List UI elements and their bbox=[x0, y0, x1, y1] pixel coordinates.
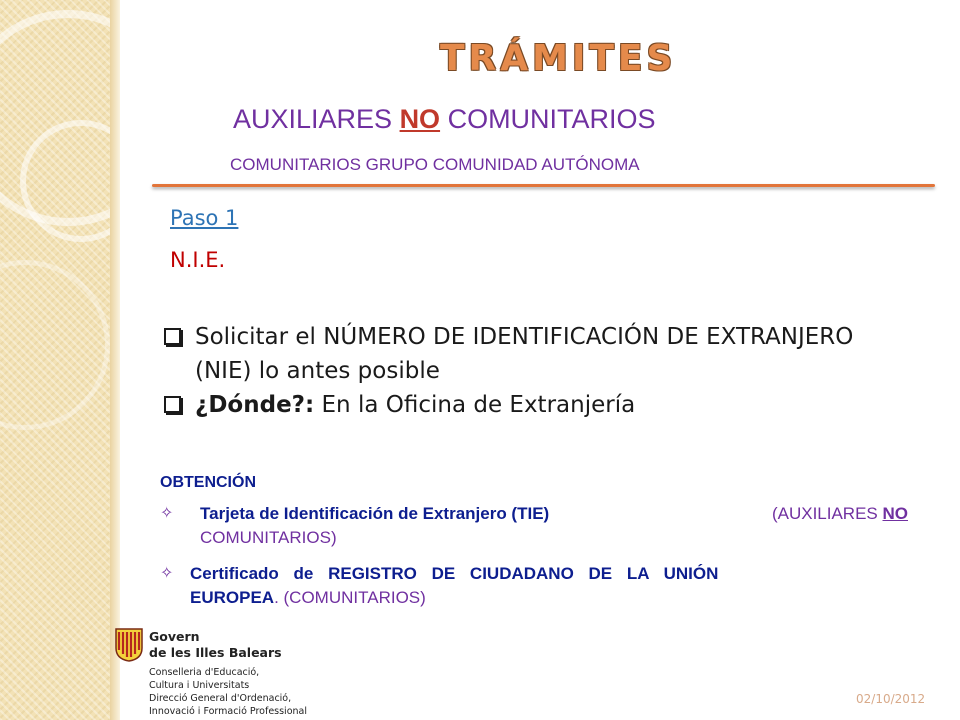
obtencion-item bbox=[160, 502, 908, 550]
star-bullet-icon: ✧ bbox=[160, 505, 174, 522]
bullet-list bbox=[160, 320, 860, 422]
slide-title: TRÁMITES bbox=[440, 38, 677, 79]
step-subject: N.I.E. bbox=[170, 248, 226, 272]
subtitle-secondary: COMUNITARIOS GRUPO COMUNIDAD AUTÓNOMA bbox=[230, 155, 640, 174]
bullet-text: Solicitar el NÚMERO DE IDENTIFICACIÓN DE EXTRANJERO (NIE) lo antes posible bbox=[195, 324, 854, 384]
coat-of-arms-icon bbox=[115, 628, 143, 662]
govern-line1: Govern bbox=[149, 629, 200, 644]
bullet-text: En la Oficina de Extranjería bbox=[314, 392, 636, 418]
bullet-item bbox=[160, 320, 860, 388]
obtencion-item-line bbox=[160, 502, 908, 526]
subtitle-suffix: COMUNITARIOS bbox=[440, 104, 656, 134]
obtencion-item bbox=[160, 562, 908, 610]
department-line: Innovació i Formació Professional bbox=[149, 706, 307, 717]
side-band-edge bbox=[110, 0, 120, 720]
step-link[interactable]: Paso 1 bbox=[170, 206, 239, 230]
checkbox-bullet-icon bbox=[164, 328, 181, 345]
bullet-bold: ¿Dónde?: bbox=[195, 392, 315, 418]
department-line: Cultura i Universitats bbox=[149, 680, 250, 691]
obtencion-item-bold: Certificado de REGISTRO DE CIUDADANO DE LA UNIÓN bbox=[190, 564, 719, 583]
decorative-ring bbox=[20, 120, 142, 242]
slide-date: 02/10/2012 bbox=[856, 692, 926, 706]
govern-name bbox=[149, 629, 282, 661]
department-line: Direcció General d'Ordenació, bbox=[149, 693, 292, 704]
obtencion-item-line2 bbox=[160, 586, 908, 610]
divider bbox=[152, 184, 935, 187]
obtencion-item-bold2: EUROPEA bbox=[190, 588, 275, 607]
govern-logo bbox=[113, 626, 333, 720]
obtencion-item-paren: (AUXILIARES bbox=[771, 504, 878, 523]
obtencion-item-line bbox=[160, 562, 908, 586]
obtencion-item-bold: Tarjeta de Identificación de Extranjero (TIE) bbox=[200, 504, 550, 523]
department-line: Conselleria d'Educació, bbox=[149, 667, 260, 678]
obtencion-heading: OBTENCIÓN bbox=[160, 474, 256, 491]
subtitle bbox=[233, 104, 656, 135]
checkbox-bullet-icon bbox=[164, 396, 181, 413]
subtitle-no: NO bbox=[399, 104, 441, 134]
subtitle-prefix: AUXILIARES bbox=[233, 104, 400, 134]
decorative-side-band bbox=[0, 0, 110, 720]
bullet-item bbox=[160, 388, 860, 422]
obtencion-item-tail: . (COMUNITARIOS) bbox=[274, 588, 426, 607]
decorative-ring bbox=[0, 260, 110, 430]
obtencion-item-line2: COMUNITARIOS) bbox=[200, 528, 337, 547]
obtencion-item-no: NO bbox=[882, 504, 908, 523]
department-text bbox=[149, 666, 307, 718]
star-bullet-icon: ✧ bbox=[160, 565, 174, 582]
govern-line2: de les Illes Balears bbox=[149, 645, 282, 660]
